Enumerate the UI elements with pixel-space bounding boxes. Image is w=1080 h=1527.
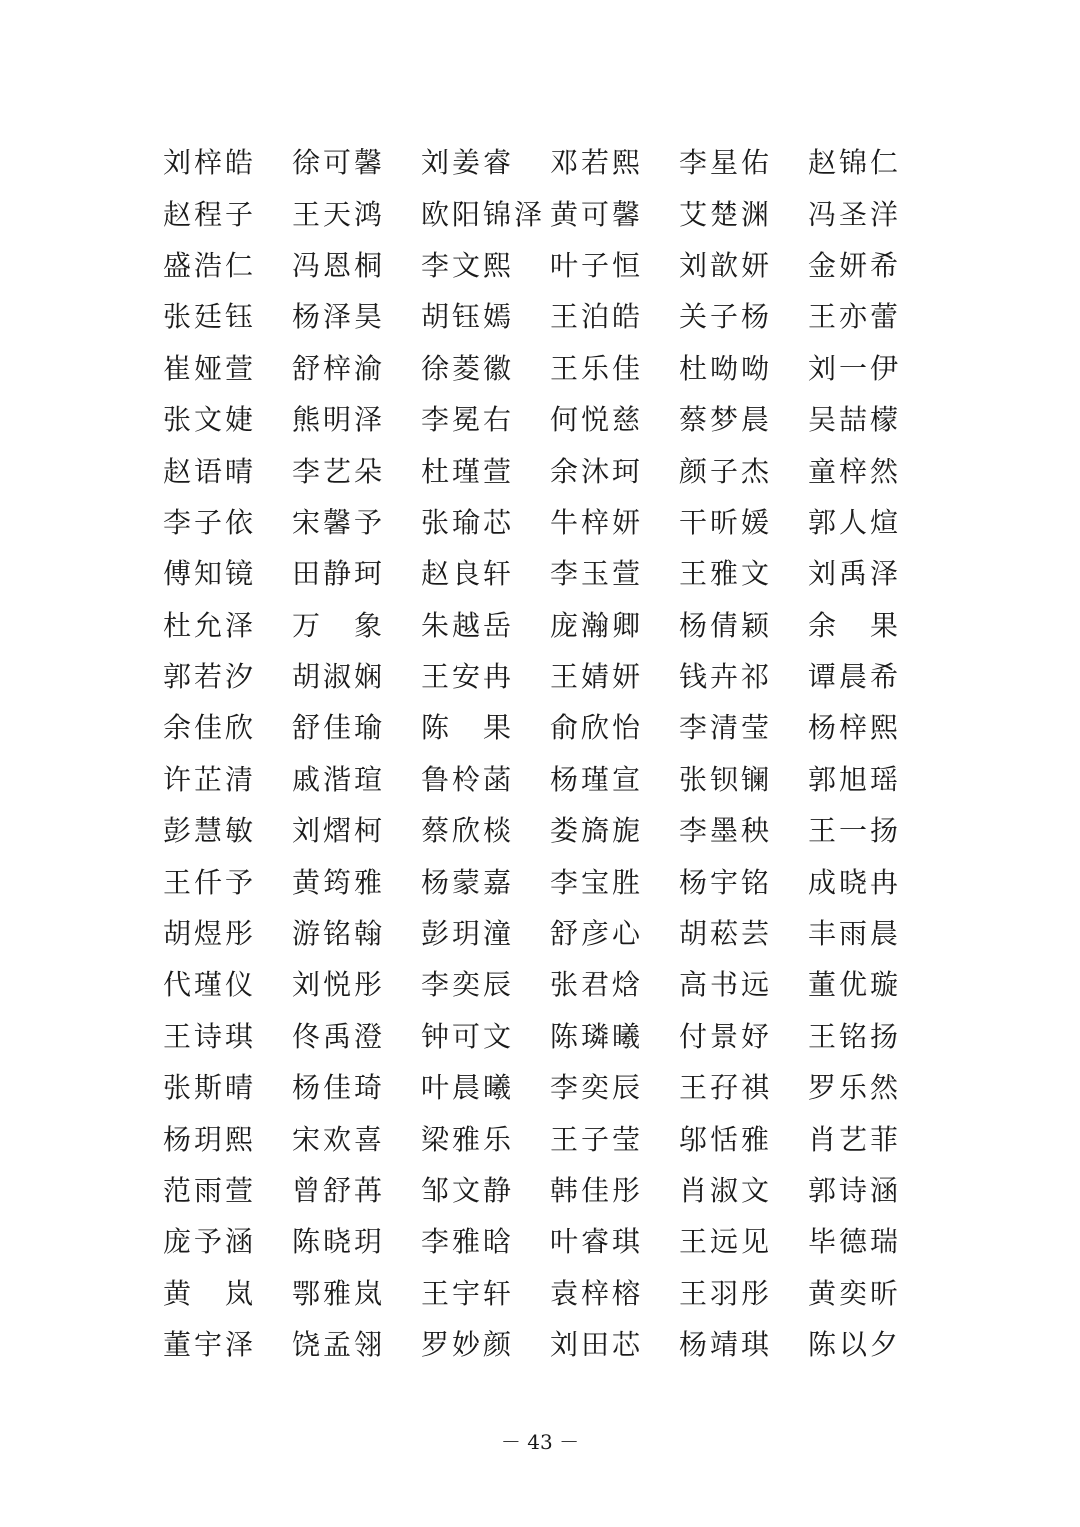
name-entry: 金妍希: [808, 248, 902, 282]
name-entry: 杨梓熙: [808, 711, 902, 745]
name-entry: 刘禹泽: [808, 557, 902, 591]
name-entry: 熊明泽: [292, 403, 386, 437]
name-entry: 胡菘芸: [679, 917, 773, 951]
name-entry: 丰雨晨: [808, 917, 902, 951]
name-entry: 万 象: [292, 608, 386, 642]
name-entry: 杨靖琪: [679, 1328, 773, 1362]
name-row: [163, 188, 943, 239]
name-entry: 李文熙: [421, 248, 515, 282]
name-row: [163, 959, 943, 1010]
name-entry: 朱越岳: [421, 608, 515, 642]
name-entry: 杜呦呦: [679, 351, 773, 385]
name-row: [163, 805, 943, 856]
name-entry: 陈晓玥: [292, 1225, 386, 1259]
name-entry: 游铭翰: [292, 917, 386, 951]
name-row: [163, 394, 943, 445]
name-entry: 刘一伊: [808, 351, 902, 385]
name-entry: 张文婕: [163, 403, 257, 437]
name-entry: 李奕辰: [421, 968, 515, 1002]
name-row: [163, 1165, 943, 1216]
name-entry: 蔡梦晨: [679, 403, 773, 437]
name-row: [163, 497, 943, 548]
name-entry: 陈 果: [421, 711, 515, 745]
name-entry: 杨倩颖: [679, 608, 773, 642]
name-row: [163, 1113, 943, 1164]
name-row: [163, 754, 943, 805]
name-entry: 舒梓渝: [292, 351, 386, 385]
name-entry: 杨宇铭: [679, 865, 773, 899]
name-entry: 王婧妍: [550, 660, 644, 694]
name-entry: 杨玥熙: [163, 1122, 257, 1156]
name-entry: 邹文静: [421, 1174, 515, 1207]
name-entry: 成晓冉: [808, 865, 902, 899]
name-entry: 王诗琪: [163, 1019, 257, 1053]
name-entry: 佟禹澄: [292, 1019, 386, 1053]
page-number: － 43 －: [500, 1430, 580, 1454]
name-entry: 胡钰嫣: [421, 300, 515, 334]
name-entry: 干昕媛: [679, 505, 773, 539]
name-entry: 王铭扬: [808, 1019, 902, 1053]
name-entry: 王天鸿: [292, 197, 386, 231]
name-entry: 余佳欣: [163, 711, 257, 745]
name-entry: 李玉萱: [550, 557, 644, 591]
name-entry: 黄 岚: [163, 1276, 257, 1310]
name-entry: 黄可馨: [550, 197, 644, 231]
name-row: [163, 240, 943, 291]
name-entry: 曾舒苒: [292, 1174, 386, 1207]
name-entry: 吴喆檬: [808, 403, 902, 437]
name-entry: 宋馨予: [292, 505, 386, 539]
name-entry: 代瑾仪: [163, 968, 257, 1002]
name-entry: 罗妙颜: [421, 1328, 515, 1362]
name-entry: 董优璇: [808, 968, 902, 1002]
name-entry: 冯圣洋: [808, 197, 902, 231]
name-list: [163, 137, 943, 1370]
name-entry: 张君焓: [550, 968, 644, 1002]
name-entry: 刘悦彤: [292, 968, 386, 1002]
name-entry: 颜子杰: [679, 454, 773, 488]
name-entry: 田静珂: [292, 557, 386, 591]
name-entry: 王亦蕾: [808, 300, 902, 334]
name-entry: 徐可馨: [292, 146, 386, 180]
name-entry: 谭晨希: [808, 660, 902, 694]
name-entry: 杨蒙嘉: [421, 865, 515, 899]
name-entry: 李雅晗: [421, 1225, 515, 1259]
name-row: [163, 1319, 943, 1370]
name-entry: 饶孟翎: [292, 1328, 386, 1362]
name-entry: 郭若汐: [163, 660, 257, 694]
name-entry: 庞瀚卿: [550, 608, 644, 642]
name-entry: 童梓然: [808, 454, 902, 488]
name-entry: 高书远: [679, 968, 773, 1002]
name-entry: 范雨萱: [163, 1174, 257, 1207]
name-row: [163, 445, 943, 496]
name-entry: 王仟予: [163, 865, 257, 899]
name-entry: 余 果: [808, 608, 902, 642]
name-entry: 刘田芯: [550, 1328, 644, 1362]
name-row: [163, 1011, 943, 1062]
name-row: [163, 651, 943, 702]
name-row: [163, 600, 943, 651]
name-entry: 郭诗涵: [808, 1174, 902, 1207]
name-entry: 鲁柃菡: [421, 762, 515, 796]
name-entry: 王泊皓: [550, 300, 644, 334]
name-entry: 毕德瑞: [808, 1225, 902, 1259]
name-entry: 陈以夕: [808, 1328, 902, 1362]
name-row: [163, 702, 943, 753]
name-entry: 邬恬雅: [679, 1122, 773, 1156]
name-entry: 彭玥潼: [421, 917, 515, 951]
name-entry: 刘姜睿: [421, 146, 515, 180]
name-entry: 钟可文: [421, 1019, 515, 1053]
name-entry: 陈璘曦: [550, 1019, 644, 1053]
name-entry: 何悦慈: [550, 403, 644, 437]
name-entry: 李墨秧: [679, 814, 773, 848]
name-entry: 刘梓皓: [163, 146, 257, 180]
name-entry: 娄旖旎: [550, 814, 644, 848]
name-entry: 王一扬: [808, 814, 902, 848]
name-entry: 韩佳彤: [550, 1174, 644, 1207]
name-entry: 张廷钰: [163, 300, 257, 334]
name-row: [163, 343, 943, 394]
name-entry: 罗乐然: [808, 1071, 902, 1105]
name-row: [163, 548, 943, 599]
name-entry: 余沐珂: [550, 454, 644, 488]
name-entry: 肖艺菲: [808, 1122, 902, 1156]
name-entry: 李冕右: [421, 403, 515, 437]
name-entry: 盛浩仁: [163, 248, 257, 282]
name-entry: 牛梓妍: [550, 505, 644, 539]
name-entry: 袁梓榕: [550, 1276, 644, 1310]
name-entry: 李清莹: [679, 711, 773, 745]
name-entry: 赵语晴: [163, 454, 257, 488]
name-entry: 叶子恒: [550, 248, 644, 282]
name-entry: 徐菱徽: [421, 351, 515, 385]
name-entry: 彭慧敏: [163, 814, 257, 848]
name-entry: 李奕辰: [550, 1071, 644, 1105]
name-entry: 王安冉: [421, 660, 515, 694]
name-row: [163, 291, 943, 342]
name-entry: 李宝胜: [550, 865, 644, 899]
name-entry: 张瑜芯: [421, 505, 515, 539]
name-entry: 胡淑娴: [292, 660, 386, 694]
name-entry: 戚湝瑄: [292, 762, 386, 796]
name-entry: 郭旭瑶: [808, 762, 902, 796]
name-entry: 王远见: [679, 1225, 773, 1259]
name-entry: 黄奕昕: [808, 1276, 902, 1310]
name-entry: 杨瑾宣: [550, 762, 644, 796]
name-entry: 邓若熙: [550, 146, 644, 180]
name-entry: 庞予涵: [163, 1225, 257, 1259]
name-row: [163, 1268, 943, 1319]
name-entry: 郭人煊: [808, 505, 902, 539]
name-entry: 崔娅萱: [163, 351, 257, 385]
name-entry: 叶睿琪: [550, 1225, 644, 1259]
name-row: [163, 1062, 943, 1113]
name-entry: 宋欢喜: [292, 1122, 386, 1156]
name-entry: 关子杨: [679, 300, 773, 334]
name-entry: 肖淑文: [679, 1174, 773, 1207]
name-entry: 舒彦心: [550, 917, 644, 951]
name-entry: 梁雅乐: [421, 1122, 515, 1156]
name-entry: 蔡欣棪: [421, 814, 515, 848]
name-row: [163, 908, 943, 959]
name-entry: 冯恩桐: [292, 248, 386, 282]
name-row: [163, 137, 943, 188]
name-entry: 王宇轩: [421, 1276, 515, 1310]
name-entry: 张钡镧: [679, 762, 773, 796]
name-entry: 李艺朵: [292, 454, 386, 488]
name-entry: 艾楚渊: [679, 197, 773, 231]
name-entry: 刘熠柯: [292, 814, 386, 848]
name-entry: 赵程子: [163, 197, 257, 231]
name-row: [163, 856, 943, 907]
name-entry: 王雅文: [679, 557, 773, 591]
name-row: [163, 1216, 943, 1267]
name-entry: 俞欣怡: [550, 711, 644, 745]
name-entry: 杨泽昊: [292, 300, 386, 334]
name-entry: 李星佑: [679, 146, 773, 180]
name-entry: 黄筠雅: [292, 865, 386, 899]
name-entry: 钱卉祁: [679, 660, 773, 694]
name-entry: 董宇泽: [163, 1328, 257, 1362]
name-entry: 王子莹: [550, 1122, 644, 1156]
name-entry: 王乐佳: [550, 351, 644, 385]
name-entry: 鄂雅岚: [292, 1276, 386, 1310]
name-entry: 李子依: [163, 505, 257, 539]
name-entry: 王孖祺: [679, 1071, 773, 1105]
name-entry: 杨佳琦: [292, 1071, 386, 1105]
name-entry: 许芷清: [163, 762, 257, 796]
name-entry: 付景妤: [679, 1019, 773, 1053]
name-entry: 张斯晴: [163, 1071, 257, 1105]
name-entry: 舒佳瑜: [292, 711, 386, 745]
name-entry: 杜瑾萱: [421, 454, 515, 488]
name-entry: 赵良轩: [421, 557, 515, 591]
name-entry: 杜允泽: [163, 608, 257, 642]
name-entry: 赵锦仁: [808, 146, 902, 180]
name-entry: 叶晨曦: [421, 1071, 515, 1105]
name-entry: 王羽彤: [679, 1276, 773, 1310]
name-entry: 胡煜彤: [163, 917, 257, 951]
name-entry: 傅知镜: [163, 557, 257, 591]
name-entry: 刘歆妍: [679, 248, 773, 282]
name-entry: 欧阳锦泽: [421, 197, 546, 231]
